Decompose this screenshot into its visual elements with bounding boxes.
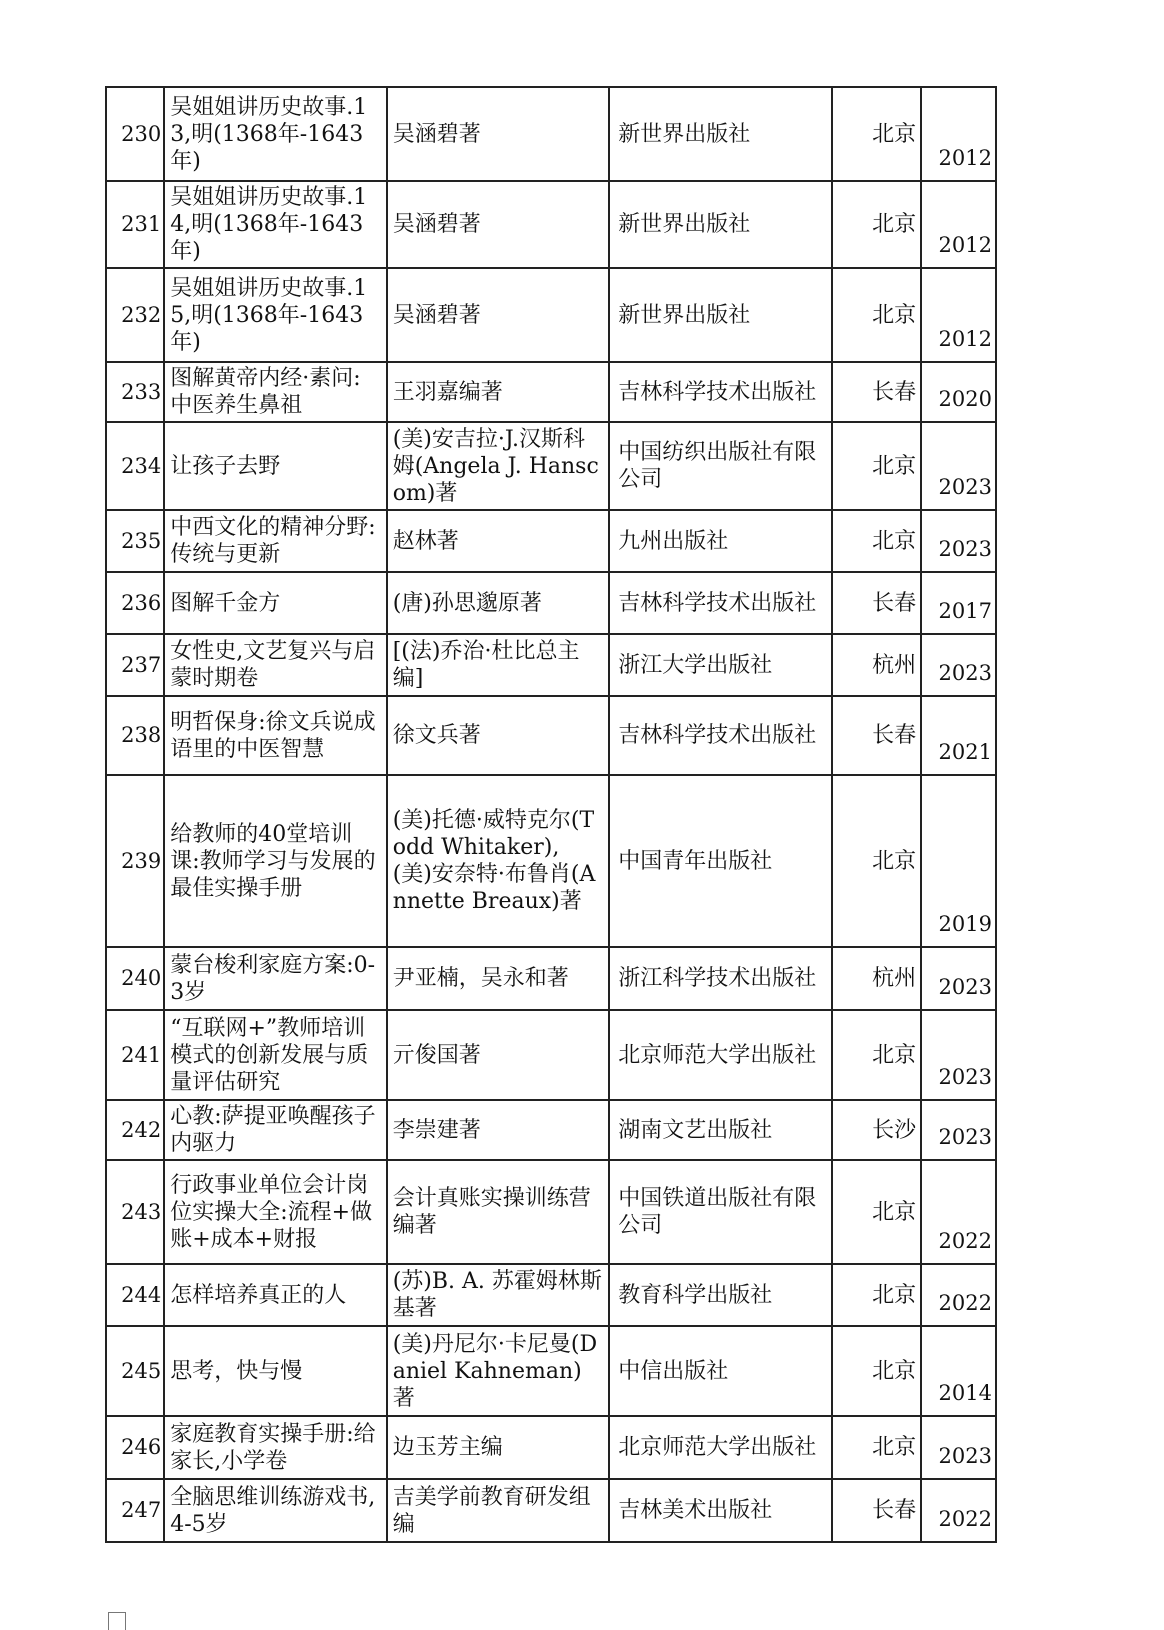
row-number: 237 xyxy=(106,634,164,696)
publish-year: 2023 xyxy=(921,947,996,1010)
row-number: 231 xyxy=(106,181,164,268)
book-publisher: 吉林科学技术出版社 xyxy=(609,696,831,775)
publish-year: 2023 xyxy=(921,1416,996,1479)
book-author: 吴涵碧著 xyxy=(387,181,609,268)
table-row xyxy=(106,87,996,181)
publish-city: 杭州 xyxy=(832,947,921,1010)
publish-city: 北京 xyxy=(832,181,921,268)
table-row xyxy=(106,572,996,634)
table-row xyxy=(106,1416,996,1479)
book-author: 会计真账实操训练营编著 xyxy=(387,1160,609,1264)
book-publisher: 浙江科学技术出版社 xyxy=(609,947,831,1010)
book-publisher: 北京师范大学出版社 xyxy=(609,1010,831,1100)
table-row xyxy=(106,1100,996,1160)
row-number: 246 xyxy=(106,1416,164,1479)
book-title: 中西文化的精神分野:传统与更新 xyxy=(164,510,386,572)
table-row xyxy=(106,268,996,362)
book-author: 吴涵碧著 xyxy=(387,268,609,362)
book-title: 让孩子去野 xyxy=(164,422,386,510)
publish-city: 长春 xyxy=(832,696,921,775)
book-author: 吉美学前教育研发组编 xyxy=(387,1479,609,1542)
book-author: 李崇建著 xyxy=(387,1100,609,1160)
book-publisher: 中国纺织出版社有限公司 xyxy=(609,422,831,510)
publish-year: 2022 xyxy=(921,1479,996,1542)
book-publisher: 吉林美术出版社 xyxy=(609,1479,831,1542)
book-publisher: 中信出版社 xyxy=(609,1326,831,1416)
book-publisher: 湖南文艺出版社 xyxy=(609,1100,831,1160)
table-row xyxy=(106,634,996,696)
book-publisher: 新世界出版社 xyxy=(609,87,831,181)
publish-year: 2021 xyxy=(921,696,996,775)
publish-city: 北京 xyxy=(832,1160,921,1264)
row-number: 236 xyxy=(106,572,164,634)
book-title: 怎样培养真正的人 xyxy=(164,1264,386,1326)
book-author: (美)托德·威特克尔(Todd Whitaker), (美)安奈特·布鲁肖(Annette Breaux)著 xyxy=(387,775,609,947)
book-publisher: 吉林科学技术出版社 xyxy=(609,362,831,422)
book-publisher: 九州出版社 xyxy=(609,510,831,572)
publish-year: 2019 xyxy=(921,775,996,947)
table-row xyxy=(106,696,996,775)
book-author: 徐文兵著 xyxy=(387,696,609,775)
publish-city: 长春 xyxy=(832,1479,921,1542)
publish-city: 北京 xyxy=(832,1416,921,1479)
book-author: 亓俊国著 xyxy=(387,1010,609,1100)
table-row xyxy=(106,1479,996,1542)
publish-city: 北京 xyxy=(832,1326,921,1416)
book-publisher: 中国青年出版社 xyxy=(609,775,831,947)
book-author: (苏)B. A. 苏霍姆林斯基著 xyxy=(387,1264,609,1326)
row-number: 238 xyxy=(106,696,164,775)
book-author: 尹亚楠，吴永和著 xyxy=(387,947,609,1010)
book-title: 图解黄帝内经·素问:中医养生鼻祖 xyxy=(164,362,386,422)
book-title: 蒙台梭利家庭方案:0-3岁 xyxy=(164,947,386,1010)
publish-year: 2023 xyxy=(921,1100,996,1160)
book-title: 家庭教育实操手册:给家长,小学卷 xyxy=(164,1416,386,1479)
table-row xyxy=(106,1264,996,1326)
publish-city: 北京 xyxy=(832,268,921,362)
publish-city: 长沙 xyxy=(832,1100,921,1160)
publish-year: 2017 xyxy=(921,572,996,634)
row-number: 242 xyxy=(106,1100,164,1160)
publish-city: 北京 xyxy=(832,1010,921,1100)
book-title: 明哲保身:徐文兵说成语里的中医智慧 xyxy=(164,696,386,775)
publish-year: 2012 xyxy=(921,181,996,268)
book-author: (美)安吉拉·J.汉斯科姆(Angela J. Hanscom)著 xyxy=(387,422,609,510)
row-number: 235 xyxy=(106,510,164,572)
book-publisher: 教育科学出版社 xyxy=(609,1264,831,1326)
book-author: (唐)孙思邈原著 xyxy=(387,572,609,634)
row-number: 247 xyxy=(106,1479,164,1542)
publish-city: 杭州 xyxy=(832,634,921,696)
row-number: 241 xyxy=(106,1010,164,1100)
book-author: 赵林著 xyxy=(387,510,609,572)
book-author: (美)丹尼尔·卡尼曼(Daniel Kahneman)著 xyxy=(387,1326,609,1416)
table-row xyxy=(106,1326,996,1416)
book-publisher: 新世界出版社 xyxy=(609,181,831,268)
book-publisher: 北京师范大学出版社 xyxy=(609,1416,831,1479)
row-number: 239 xyxy=(106,775,164,947)
table-row xyxy=(106,362,996,422)
book-title: 心教:萨提亚唤醒孩子内驱力 xyxy=(164,1100,386,1160)
publish-year: 2012 xyxy=(921,87,996,181)
publish-city: 北京 xyxy=(832,510,921,572)
row-number: 245 xyxy=(106,1326,164,1416)
publish-year: 2023 xyxy=(921,510,996,572)
publish-year: 2012 xyxy=(921,268,996,362)
row-number: 233 xyxy=(106,362,164,422)
row-number: 232 xyxy=(106,268,164,362)
publish-year: 2023 xyxy=(921,634,996,696)
publish-city: 北京 xyxy=(832,775,921,947)
table-row xyxy=(106,775,996,947)
row-number: 244 xyxy=(106,1264,164,1326)
publish-year: 2022 xyxy=(921,1264,996,1326)
book-publisher: 吉林科学技术出版社 xyxy=(609,572,831,634)
book-author: 吴涵碧著 xyxy=(387,87,609,181)
publish-city: 北京 xyxy=(832,87,921,181)
book-title: 行政事业单位会计岗位实操大全:流程+做账+成本+财报 xyxy=(164,1160,386,1264)
book-title: 女性史,文艺复兴与启蒙时期卷 xyxy=(164,634,386,696)
row-number: 230 xyxy=(106,87,164,181)
book-title: 吴姐姐讲历史故事.14,明(1368年-1643年) xyxy=(164,181,386,268)
publish-year: 2023 xyxy=(921,422,996,510)
table-row xyxy=(106,947,996,1010)
book-title: 思考，快与慢 xyxy=(164,1326,386,1416)
book-title: 吴姐姐讲历史故事.15,明(1368年-1643年) xyxy=(164,268,386,362)
publish-year: 2020 xyxy=(921,362,996,422)
table-row xyxy=(106,1160,996,1264)
book-publisher: 中国铁道出版社有限公司 xyxy=(609,1160,831,1264)
book-author: [(法)乔治·杜比总主编] xyxy=(387,634,609,696)
book-title: “互联网+”教师培训模式的创新发展与质量评估研究 xyxy=(164,1010,386,1100)
table-row xyxy=(106,181,996,268)
table-row xyxy=(106,510,996,572)
publish-year: 2022 xyxy=(921,1160,996,1264)
book-list-table xyxy=(105,86,997,1543)
book-author: 边玉芳主编 xyxy=(387,1416,609,1479)
publish-year: 2023 xyxy=(921,1010,996,1100)
table-row xyxy=(106,422,996,510)
table-row xyxy=(106,1010,996,1100)
publish-city: 北京 xyxy=(832,1264,921,1326)
row-number: 234 xyxy=(106,422,164,510)
book-title: 图解千金方 xyxy=(164,572,386,634)
book-title: 全脑思维训练游戏书,4-5岁 xyxy=(164,1479,386,1542)
publish-city: 北京 xyxy=(832,422,921,510)
row-number: 240 xyxy=(106,947,164,1010)
publish-year: 2014 xyxy=(921,1326,996,1416)
publish-city: 长春 xyxy=(832,362,921,422)
row-number: 243 xyxy=(106,1160,164,1264)
book-title: 吴姐姐讲历史故事.13,明(1368年-1643年) xyxy=(164,87,386,181)
book-publisher: 浙江大学出版社 xyxy=(609,634,831,696)
publish-city: 长春 xyxy=(832,572,921,634)
page-corner-marker xyxy=(108,1612,126,1630)
book-title: 给教师的40堂培训课:教师学习与发展的最佳实操手册 xyxy=(164,775,386,947)
book-author: 王羽嘉编著 xyxy=(387,362,609,422)
book-publisher: 新世界出版社 xyxy=(609,268,831,362)
